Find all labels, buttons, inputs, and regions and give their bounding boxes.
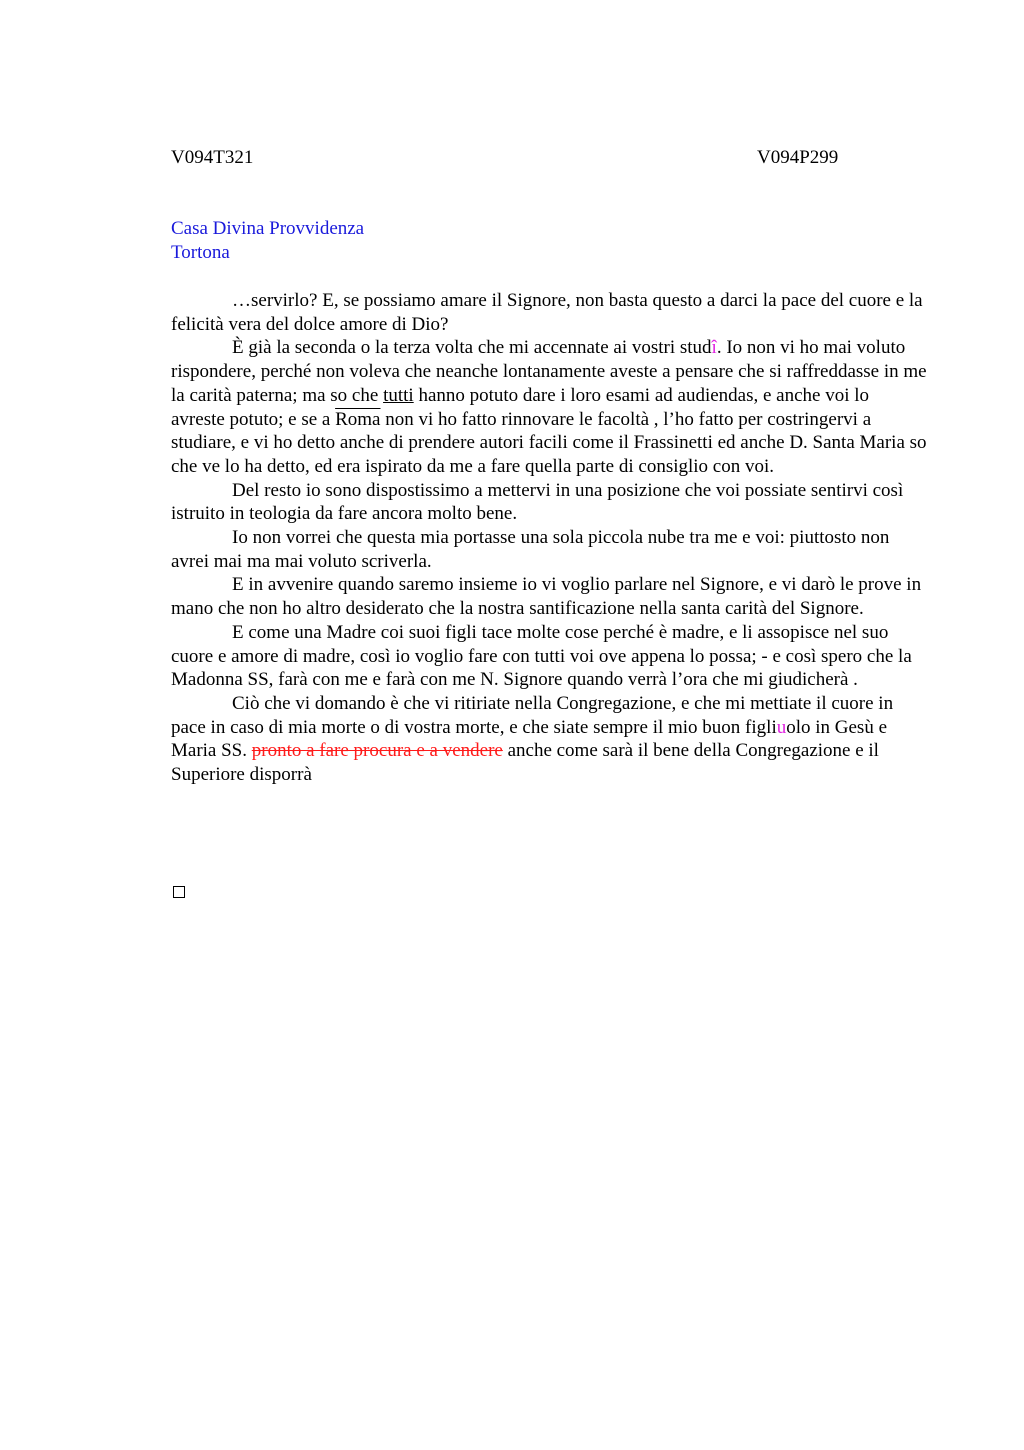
overlined-word: Roma — [335, 408, 381, 430]
pink-correction-2: u — [776, 716, 787, 738]
paragraph-4: Io non vorrei che questa mia portasse una sola piccola nube tra me e voi: piuttosto non avrei mai ma mai voluto scriverla. — [171, 527, 890, 572]
paragraph-3: Del resto io sono dispostissimo a mettervi in una posizione che voi possiate sentirvi così istruito in teologia da fare ancora molto bene. — [171, 479, 904, 525]
address-block — [171, 217, 364, 265]
document-code-right: V094P299 — [757, 147, 839, 168]
paragraph-2-text-c: hanno potuto dare i loro esami ad audiendas, e anche voi lo avreste potuto; e se a — [171, 384, 870, 430]
empty-square-icon — [173, 886, 185, 898]
underlined-word: tutti — [383, 384, 414, 406]
address-line-2: Tortona — [171, 242, 230, 263]
paragraph-7-text-c: anche come sarà il bene della Congregazione e il Superiore disporrà — [171, 740, 879, 786]
struck-through-text: pronto a fare procura e a vendere — [251, 740, 503, 762]
paragraph-7-text-a: Ciò che vi domando è che vi ritiriate nella Congregazione, e che mi mettiate il cuore in pace in caso di mia morte o di vostra morte, e che siate sempre il mio buon figli — [171, 692, 894, 738]
paragraph-6: E come una Madre coi suoi figli tace molte cose perché è madre, e li assopisce nel suo cuore e amore di madre, così io voglio fare con tutti voi ove appena lo possa; - e così spero che la Madonna SS, farà con me e farà con me N. Signore quando verrà l’ora che mi giudicherà . — [171, 621, 912, 691]
pink-correction: î — [711, 337, 717, 359]
letter-body — [171, 289, 927, 787]
paragraph-5: E in avvenire quando saremo insieme io vi voglio parlare nel Signore, e vi darò le prove in mano che non ho altro desiderato che la nostra santificazione nella santa carità del Signore. — [171, 574, 922, 620]
document-code-left: V094T321 — [171, 147, 254, 168]
address-line-1: Casa Divina Provvidenza — [171, 218, 365, 239]
paragraph-2-text-b: . Io non vi ho mai voluto rispondere, perché non voleva che neanche lontanamente aveste a pensare che si raffreddasse in me la carità paterna; ma so che — [171, 337, 927, 406]
paragraph-2-text-d: non vi ho fatto rinnovare le facoltà , l’ho fatto per costringervi a studiare, e vi ho detto anche di prendere autori facili come il Frassinetti ed anche D. Santa Maria so che ve lo ha detto, ed era ispirato da me a fare quella parte di consiglio con voi. — [171, 408, 927, 477]
paragraph-7 — [171, 692, 927, 787]
paragraph-1: …servirlo? E, se possiamo amare il Signore, non basta questo a darci la pace del cuore e la felicità vera del dolce amore di Dio? — [171, 290, 923, 335]
paragraph-2-text-a: È già la seconda o la terza volta che mi accennate ai vostri stud — [232, 337, 712, 359]
paragraph-7-text-b: olo in Gesù e Maria SS. — [171, 716, 888, 762]
paragraph-2 — [171, 336, 927, 478]
